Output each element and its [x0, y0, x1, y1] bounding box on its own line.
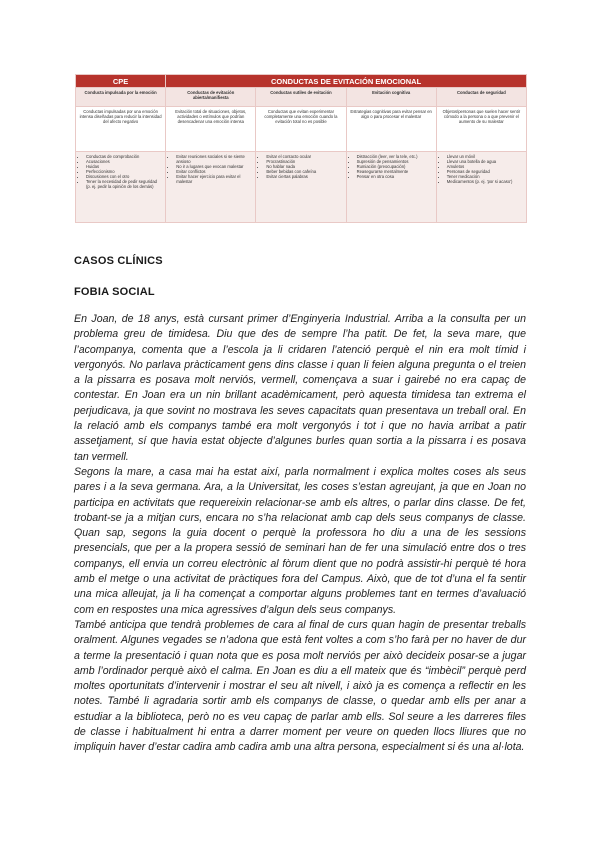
example-item: • Evitar ciertas palabras [266, 174, 342, 179]
example-item: • Tener medicación [447, 174, 523, 179]
example-item: • Acusaciones [86, 159, 162, 164]
example-item: • Rumiación (preocupación) [357, 164, 433, 169]
paragraph: També anticipa que tendrà problemes de cara al final de curs quan hagin de presentar treballs oralment. Algunes vegades se n’adona que està fent voltes a com s’ho farà per no haver de dur a terme la presentació i quan nota que es posa molt nerviós per això decideix posar-se a jugar amb l’ordinador perquè això el calma. En Joan es diu a ell mateix que és “imbècil” perquè perd moltes oportunitats d’intervenir i mostrar el seu alt nivell, i això ja es comença a reflectir en les notes. També li agradaria sortir amb els companys de classe, o quedar amb ells per anar a estudiar a la biblioteca, però no es veu capaç de parlar amb ells. Sol seure a les darreres files de classe i habitualment hi entra a darrer moment per veure on queden llocs lliures que no impliquin haver d’estar cadira amb cadira amb una altra persona, especialment si és una al·lota. [74, 618, 526, 754]
example-item: • No ir a lugares que evocan malestar [176, 164, 252, 169]
description-cell: Estrategias cognitivas para evitar pensar en algo o para procesar el malestar [346, 107, 436, 152]
emotional-avoidance-table [75, 74, 527, 234]
examples-cell [256, 152, 346, 223]
example-item: • Discusiones con el otro [86, 174, 162, 179]
example-item: • Llevar un móvil [447, 154, 523, 159]
description-cell: Objetos/personas que suelen hacer sentir cómodo a la persona o a que prevenir el aumento de su malestar [436, 107, 526, 152]
subheader-cell: Evitación cognitiva [346, 88, 436, 107]
description-cell: Conductas que evitan experimentar completamente una emoción cuando la evitación total no es posible [256, 107, 346, 152]
examples-cell [346, 152, 436, 223]
table-header-avoidance: CONDUCTAS DE EVITACIÓN EMOCIONAL [166, 75, 527, 88]
examples-cell [76, 152, 166, 223]
example-item: • No hablar nada [266, 164, 342, 169]
example-item: • Procrastinación [266, 159, 342, 164]
example-item: • Conductas de comprobación [86, 154, 162, 159]
examples-list [79, 154, 162, 189]
examples-list [350, 154, 433, 179]
subheader-cell: Conductas de seguridad [436, 88, 526, 107]
example-item: • Distracción (leer, ver la tele, etc.) [357, 154, 433, 159]
example-item: • Perfeccionismo [86, 169, 162, 174]
avoidance-table [75, 74, 527, 223]
case-text [74, 312, 526, 756]
examples-cell [436, 152, 526, 223]
examples-list [169, 154, 252, 184]
example-item: • Evitar reuniones sociales si se siente ansioso [176, 154, 252, 164]
example-item: • Llevar una botella de agua [447, 159, 523, 164]
example-item: • Evitar conflictos [176, 169, 252, 174]
description-cell: Conductas impulsadas por una emoción intensa diseñadas para reducir la intensidad del afecto negativo [76, 107, 166, 152]
example-item: • Medicamentos (p. ej. 'por si acaso') [447, 179, 523, 184]
example-item: • Reasegurarse mentalmente [357, 169, 433, 174]
description-cell: Evitación total de situaciones, objetos, actividades o estímulos que podrían desencadenar una emoción intensa [166, 107, 256, 152]
example-item: • Personas de seguridad [447, 169, 523, 174]
example-item: • Tener la necesidad de pedir seguridad (p. ej. pedir la opinión de los demás) [86, 179, 162, 189]
subheader-cell: Conducta impulsada por la emoción [76, 88, 166, 107]
subsection-title: FOBIA SOCIAL [74, 286, 155, 298]
subheader-cell: Conductas de evitación abierta/manifiesta [166, 88, 256, 107]
example-item: • Beber bebidas con cafeína [266, 169, 342, 174]
paragraph: En Joan, de 18 anys, està cursant primer d’Enginyeria Industrial. Arriba a la consulta per un problema greu de timidesa. Diu que des de sempre l’ha patit. De fet, la seva mare, que l’acompanya, comenta que a l’escola ja li cridaren l’atenció perquè el nin era molt tímid i vergonyós. No parlava pràcticament gens dins classe i quan li feien alguna pregunta o el treien a la pissarra es posava molt nerviós, vermell, començava a suar i gairebé no era capaç de contestar. En Joan era un nin brillant acadèmicament, però aquesta timidesa tan extrema el perjudicava, ja que sovint no mostrava les seves capacitats quan presentava un treball oral. En la relació amb els companys també era molt vergonyós i tot i que no havia arribat a patir assetjament, sí que havia estat objecte d’algunes burles quan sortia a la pissarra i es posava tan vermell. [74, 313, 526, 463]
example-item: • Evitar hacer ejercicio para evitar el malestar [176, 174, 252, 184]
examples-list [440, 154, 523, 184]
example-item: • Amuletos [447, 164, 523, 169]
paragraph: Segons la mare, a casa mai ha estat així, parla normalment i explica moltes coses als seus pares i a la seva germana. Ara, a la Universitat, les coses s’estan agreujant, ja que en Joan no participa en activitats que requereixin relacionar-se amb els altres, o parlar dins classe. De fet, trobant-se ja a mitjan curs, encara no s’ha relacionat amb cap dels seus companys de classe. Quan sap, segons la guia docent o perquè la professora ho diu a una de les sessions presencials, que per a la propera sessió de seminari han de fer una simulació entre dos o tres companys, ell envia un correu electrònic al fòrum dient que no podrà assistir-hi perquè té hora amb el metge o una activitat de pràctiques fora del Campus. Això, que de tot d’una el fa sentir una mica alleujat, ja li ha començat a comportar alguns problemes tant en termes d’avaluació com en respostes una mica agressives d’algun dels seus companys. [74, 465, 526, 616]
table-header-cpe: CPE [76, 75, 166, 88]
subheader-cell: Conductas sutiles de evitación [256, 88, 346, 107]
example-item: • Pensar en otra cosa [357, 174, 433, 179]
example-item: • Supresión de pensamientos [357, 159, 433, 164]
section-title: CASOS CLÍNICS [74, 255, 163, 267]
examples-list [259, 154, 342, 179]
example-item: • Huidas [86, 164, 162, 169]
example-item: • Evitar el contacto ocular [266, 154, 342, 159]
examples-cell [166, 152, 256, 223]
